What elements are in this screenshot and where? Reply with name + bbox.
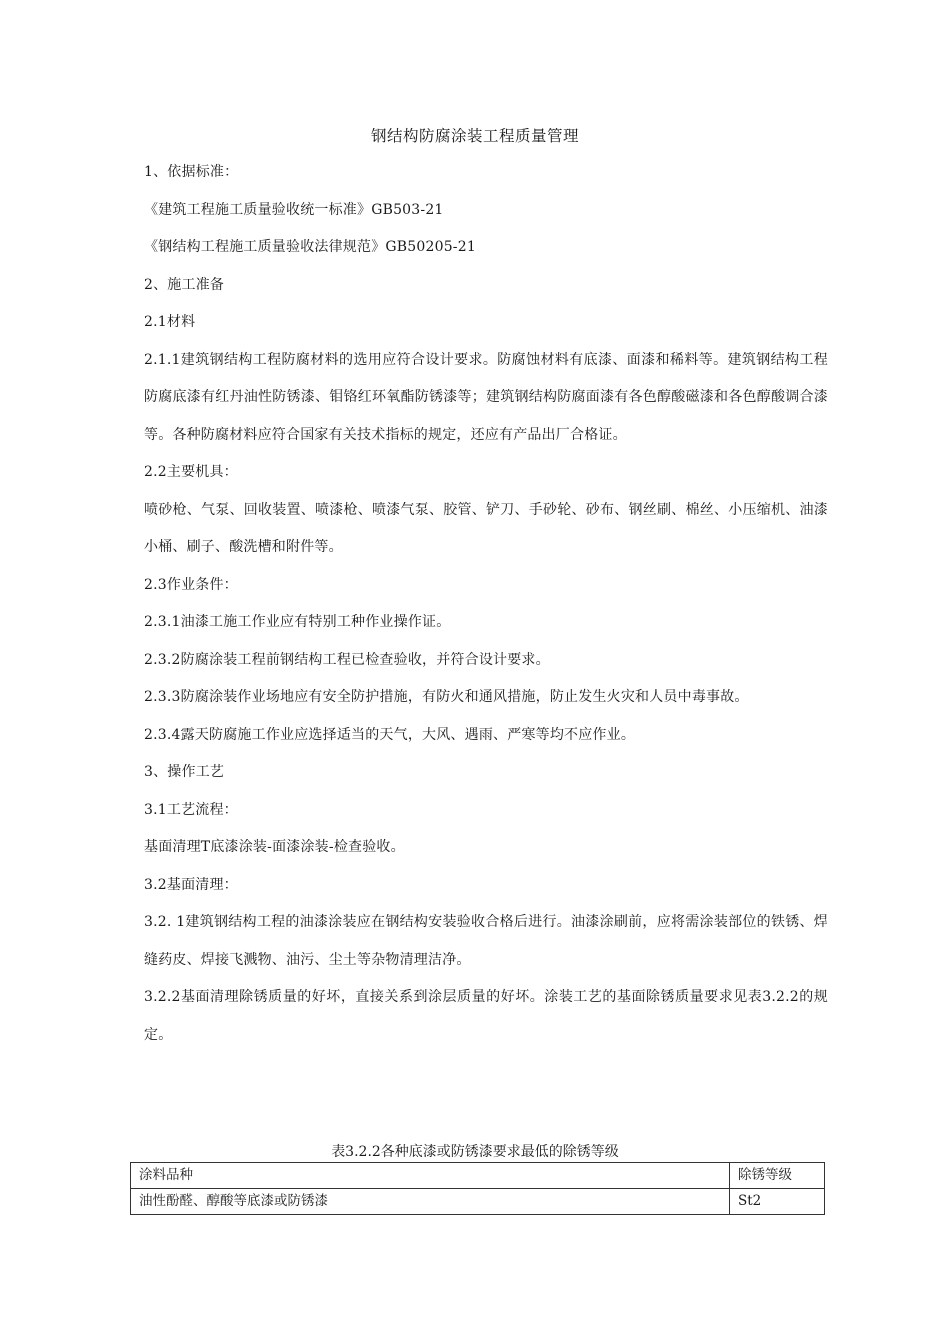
standard-reference: 《钢结构工程施工质量验收法律规范》GB50205-21 [144, 239, 476, 255]
body-paragraph: 2.3.4露天防腐施工作业应选择适当的天气，大风、遇雨、严寒等均不应作业。 [144, 726, 636, 743]
subsection-heading: 2.1材料 [144, 314, 196, 330]
body-paragraph: 2.3.3防腐涂装作业场地应有安全防护措施，有防火和通风措施，防止发生火灾和人员中毒事故。 [144, 689, 749, 705]
document-title: 钢结构防腐涂装工程质量管理 [370, 127, 579, 145]
section-heading: 3、操作工艺 [144, 764, 225, 780]
body-paragraph: 3.2.2基面清理除锈质量的好坏，直接关系到涂层质量的好坏。涂装工艺的基面除锈质量要求见表3.2.2的规定。 [144, 989, 828, 1043]
body-paragraph: 2.1.1建筑钢结构工程防腐材料的选用应符合设计要求。防腐蚀材料有底漆、面漆和稀料等。建筑钢结构工程防腐底漆有红丹油性防锈漆、钼铬红环氧酯防锈漆等；建筑钢结构防腐面漆有各色醇酸磁漆和各色醇酸调合漆等。各种防腐材料应符合国家有关技术指标的规定，还应有产品出厂合格证。 [144, 351, 828, 443]
table-cell: 油性酚醛、醇酸等底漆或防锈漆 [131, 1189, 730, 1215]
table-header-row [131, 1163, 825, 1189]
body-paragraph: 基面清理T底漆涂装-面漆涂装-检查验收。 [144, 839, 405, 855]
subsection-heading: 3.1工艺流程： [144, 801, 238, 818]
section-heading: 1、依据标准： [144, 164, 239, 180]
body-paragraph: 2.3.1油漆工施工作业应有特别工种作业操作证。 [144, 614, 451, 630]
body-paragraph: 2.3.2防腐涂装工程前钢结构工程已检查验收，并符合设计要求。 [144, 651, 550, 668]
subsection-heading: 2.3作业条件： [144, 576, 238, 593]
table-header-cell: 涂料品种 [131, 1163, 730, 1189]
table-cell: St2 [730, 1189, 825, 1215]
subsection-heading: 3.2基面清理： [144, 876, 238, 893]
table-header-cell: 除锈等级 [730, 1163, 825, 1189]
rust-grade-table [130, 1162, 825, 1215]
subsection-heading: 2.2主要机具： [144, 464, 238, 480]
table-row [131, 1189, 825, 1215]
table-caption: 表3.2.2各种底漆或防锈漆要求最低的除锈等级 [331, 1144, 619, 1160]
document-body [144, 154, 828, 1054]
section-heading: 2、施工准备 [144, 276, 225, 293]
standard-reference: 《建筑工程施工质量验收统一标准》GB503-21 [144, 201, 444, 218]
body-paragraph: 喷砂枪、气泵、回收装置、喷漆枪、喷漆气泵、胶管、铲刀、手砂轮、砂布、钢丝刷、棉丝、小压缩机、油漆小桶、刷子、酸洗槽和附件等。 [144, 501, 828, 555]
body-paragraph: 3.2. 1建筑钢结构工程的油漆涂装应在钢结构安装验收合格后进行。油漆涂刷前，应将需涂装部位的铁锈、焊缝药皮、焊接飞溅物、油污、尘土等杂物清理洁净。 [144, 914, 828, 968]
